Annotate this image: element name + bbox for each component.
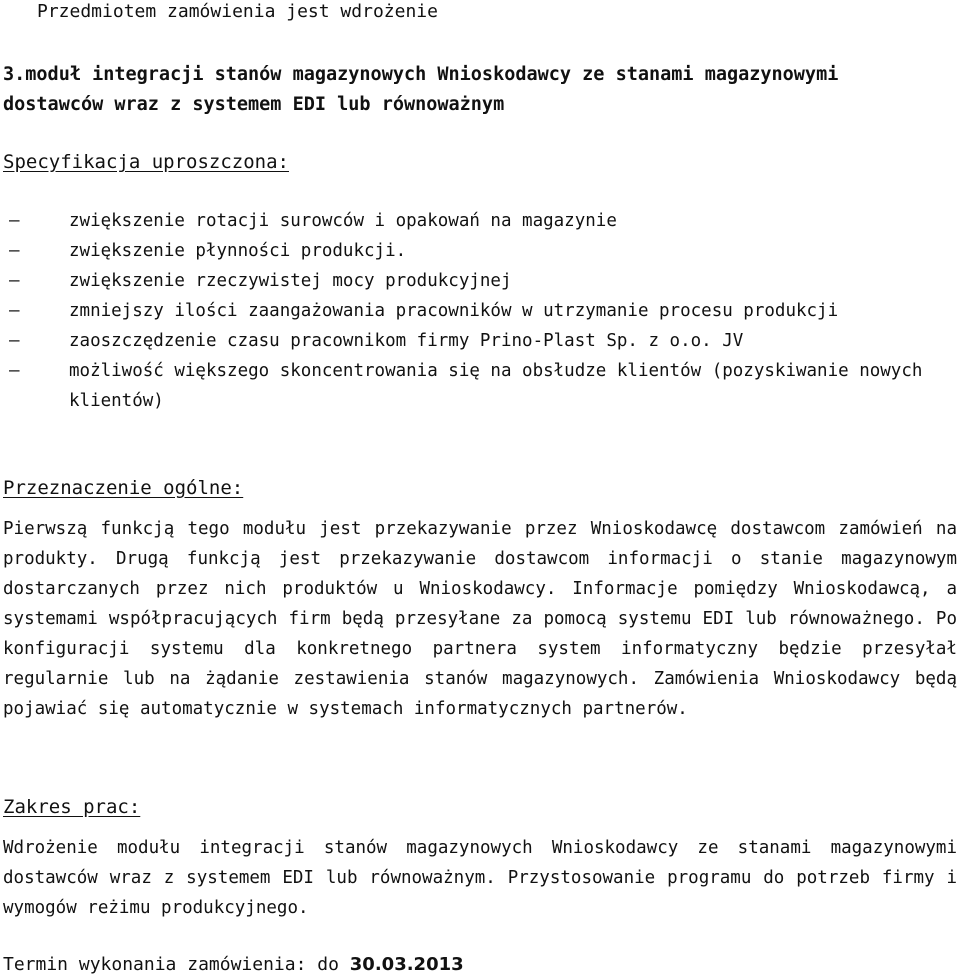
item-heading: 3.moduł integracji stanów magazynowych Wnioskodawcy ze stanami magazynowymi dostawców wraz z systemem EDI lub równoważnym bbox=[3, 64, 839, 115]
scope-paragraph: Wdrożenie modułu integracji stanów magazynowych Wnioskodawcy ze stanami magazynowymi dostawców wraz z systemem EDI lub równoważnym. Przystosowanie programu do potrzeb firmy i wymogów reżimu produkcyjnego. bbox=[3, 838, 957, 918]
purpose-paragraph: Pierwszą funkcją tego modułu jest przekazywanie przez Wnioskodawcę dostawcom zamówień na produkty. Drugą funkcją jest przekazywanie dostawcom informacji o stanie magazynowym dostarczanych przez nich produktów u Wnioskodawcy. Informacje pomiędzy Wnioskodawcą, a systemami współpracujących firm będą przesyłane za pomocą systemu EDI lub równoważnego. Po konfiguracji systemu dla konkretnego partnera system informatyczny będzie przesyłał regularnie lub na żądanie zestawienia stanów magazynowych. Zamówienia Wnioskodawcy będą pojawiać się automatycznie w systemach informatycznych partnerów. bbox=[3, 519, 957, 719]
bullet-dash: – bbox=[9, 241, 20, 261]
purpose-label: Przeznaczenie ogólne: bbox=[3, 477, 244, 499]
intro-text: Przedmiotem zamówienia jest wdrożenie bbox=[37, 1, 438, 22]
list-item-text: zmniejszy ilości zaangażowania pracowników w utrzymanie procesu produkcji bbox=[69, 301, 839, 321]
list-item-text: zwiększenie płynności produkcji. bbox=[69, 241, 407, 261]
bullet-dash: – bbox=[9, 361, 20, 381]
bullet-dash: – bbox=[9, 331, 20, 351]
spec-label: Specyfikacja uproszczona: bbox=[3, 151, 289, 173]
list-item bbox=[3, 326, 957, 356]
list-item bbox=[3, 266, 957, 296]
list-item bbox=[3, 296, 957, 326]
deadline-label: Termin wykonania zamówienia: do bbox=[3, 954, 350, 975]
list-item-text: zwiększenie rzeczywistej mocy produkcyjnej bbox=[69, 271, 512, 291]
spec-list bbox=[3, 206, 957, 416]
bullet-dash: – bbox=[9, 271, 20, 291]
list-item bbox=[3, 356, 957, 416]
list-item-text: zwiększenie rotacji surowców i opakowań na magazynie bbox=[69, 211, 617, 231]
list-item bbox=[3, 236, 957, 266]
deadline-line bbox=[3, 953, 464, 977]
list-item-text: możliwość większego skoncentrowania się na obsłudze klientów (pozyskiwanie nowych klientów) bbox=[69, 361, 923, 411]
list-item-text: zaoszczędzenie czasu pracownikom firmy Prino-Plast Sp. z o.o. JV bbox=[69, 331, 744, 351]
scope-label: Zakres prac: bbox=[3, 796, 141, 818]
bullet-dash: – bbox=[9, 211, 20, 231]
deadline-date: 30.03.2013 bbox=[349, 954, 464, 975]
bullet-dash: – bbox=[9, 301, 20, 321]
list-item bbox=[3, 206, 957, 236]
